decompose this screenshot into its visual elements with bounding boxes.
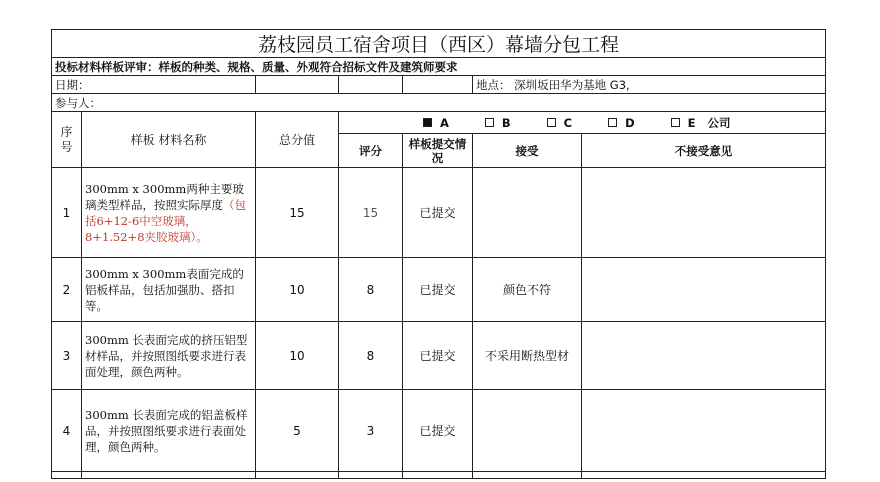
table-row: [52, 472, 826, 479]
accept-note: [473, 168, 582, 258]
material-name-text: 300mm 长表面完成的铝盖板样品，并按照图纸要求进行表面处理，颜色两种。: [85, 407, 248, 454]
reject-note: [582, 258, 826, 322]
reject-header: 不接受意见: [582, 134, 826, 168]
submitted-header: 样板提交情况: [403, 134, 473, 168]
date-cell-1: [256, 76, 339, 94]
checkbox-icon[interactable]: [608, 118, 617, 127]
option-e[interactable]: [671, 115, 731, 131]
document-title: 荔枝园员工宿舍项目（西区）幕墙分包工程: [52, 30, 826, 58]
option-label: B: [501, 115, 511, 130]
empty-cell: [82, 472, 256, 479]
row-number: 4: [52, 390, 82, 472]
submitted-status: 已提交: [403, 168, 473, 258]
option-suffix: 公司: [707, 115, 731, 130]
score-value: 3: [339, 390, 403, 472]
reject-note: [582, 390, 826, 472]
row-number: 3: [52, 322, 82, 390]
row-number: 2: [52, 258, 82, 322]
accept-note: [473, 390, 582, 472]
option-label: D: [625, 115, 635, 130]
option-a[interactable]: [423, 116, 449, 130]
location-label: 地点： 深圳坂田华为基地 G3,: [473, 76, 826, 94]
material-name: [82, 390, 256, 472]
score-value: 8: [339, 322, 403, 390]
material-name-text: 300mm x 300mm表面完成的铝板样品，包括加强肋、搭扣等。: [85, 266, 244, 313]
material-name: [82, 258, 256, 322]
material-name: [82, 322, 256, 390]
date-cell-2: [339, 76, 403, 94]
date-label: 日期：: [52, 76, 256, 94]
empty-cell: [339, 472, 403, 479]
sample-evaluation-table: [51, 29, 826, 479]
table-row: [52, 322, 826, 390]
requirement-line: 投标材料样板评审：样板的种类、规格、质量、外观符合招标文件及建筑师要求: [52, 58, 826, 76]
option-label: C: [563, 115, 573, 130]
total-value: 15: [256, 168, 339, 258]
total-value: 10: [256, 322, 339, 390]
table-row: [52, 390, 826, 472]
checkbox-icon[interactable]: [671, 118, 680, 127]
checkbox-icon[interactable]: [547, 118, 556, 127]
accept-note: 颜色不符: [473, 258, 582, 322]
option-b[interactable]: [485, 116, 511, 130]
accept-note: 不采用断热型材: [473, 322, 582, 390]
empty-cell: [52, 472, 82, 479]
company-options: [339, 112, 826, 134]
option-c[interactable]: [547, 116, 572, 130]
participants-label: 参与人：: [52, 94, 826, 112]
material-name-note: （包括6+12-6中空玻璃，8+1.52+8夹胶玻璃）。: [85, 197, 246, 244]
material-name-text: 300mm x 300mm两种主要玻璃类型样品，按照实际厚度: [85, 181, 244, 212]
material-name-header: 样板 材料名称: [82, 112, 256, 168]
score-value: 8: [339, 258, 403, 322]
submitted-status: 已提交: [403, 390, 473, 472]
score-value: 15: [339, 168, 403, 258]
reject-note: [582, 168, 826, 258]
empty-cell: [582, 472, 826, 479]
accept-header: 接受: [473, 134, 582, 168]
checkbox-icon[interactable]: [485, 118, 494, 127]
empty-cell: [403, 472, 473, 479]
material-name: [82, 168, 256, 258]
reject-note: [582, 322, 826, 390]
submitted-status: 已提交: [403, 322, 473, 390]
table-row: [52, 168, 826, 258]
seq-header: 序号: [52, 112, 82, 168]
material-name-text: 300mm 长表面完成的挤压铝型材样品，并按照图纸要求进行表面处理，颜色两种。: [85, 332, 248, 379]
empty-cell: [256, 472, 339, 479]
score-header: 评分: [339, 134, 403, 168]
submitted-status: 已提交: [403, 258, 473, 322]
option-label: E: [687, 115, 696, 130]
checked-box-icon[interactable]: [423, 118, 432, 127]
table-row: [52, 258, 826, 322]
total-value: 10: [256, 258, 339, 322]
date-cell-3: [403, 76, 473, 94]
option-label: A: [440, 115, 449, 130]
total-value-header: 总分值: [256, 112, 339, 168]
total-value: 5: [256, 390, 339, 472]
row-number: 1: [52, 168, 82, 258]
option-d[interactable]: [608, 116, 635, 130]
empty-cell: [473, 472, 582, 479]
